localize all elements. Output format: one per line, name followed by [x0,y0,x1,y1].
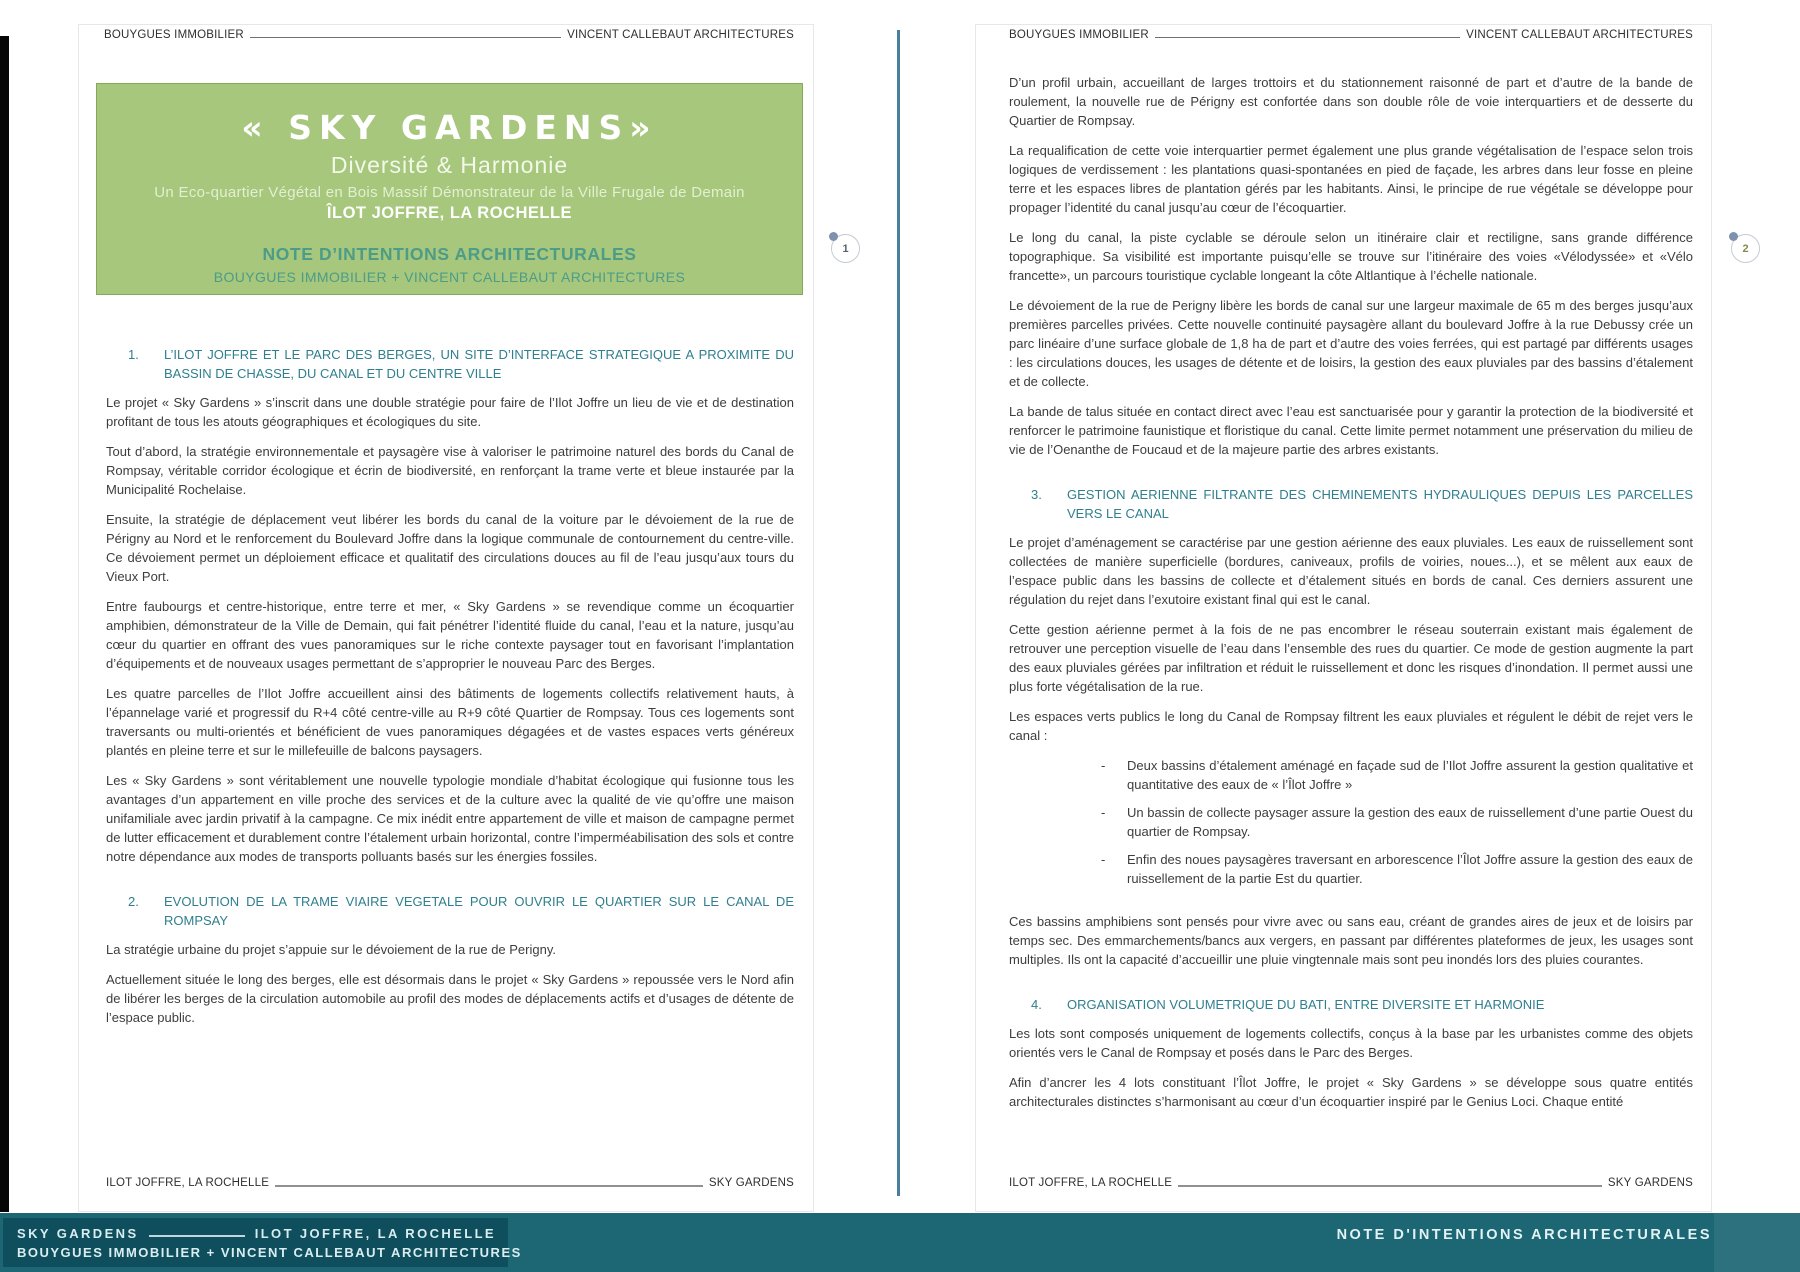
paragraph: La stratégie urbaine du projet s’appuie sur le dévoiement de la rue de Perigny. [106,942,556,957]
paragraph: Le projet d’aménagement se caractérise par une gestion aérienne des eaux pluviales. Les eaux de ruissellement sont collectées de manière superficielle (bordures, caniveaux, profils de voiries, noues...), et se mêlent aux eaux de l’espace public dans les bassins de collecte et d’étalement situés en bords de canal. Ces derniers assurent une régulation du rejet dans l’exutoire existant final qui est le canal. [1009,535,1693,607]
page-2-content [1009,73,1693,1122]
header-rule [250,37,561,38]
bottom-bar-line1 [17,1226,496,1241]
bottom-bar-accent-strip [1714,1213,1800,1272]
page-1-content [106,345,794,1038]
cover-block [96,83,803,295]
page-1-annotation-badge[interactable] [831,234,860,263]
bullet-item [1009,850,1693,888]
page-2 [975,24,1712,1212]
section-1-heading [106,345,794,383]
paragraph: La requalification de cette voie interquartier permet également une plus grande végétalisation de l’espace selon trois logiques de verdissement : les plantations quasi-spontanées en pied de façade, les arbres dans leur fosse en pleine terre et les espaces libres de plantation gérés par les habitants. Ainsi, le principe de rue végétale se développe pour propager l’identité du canal jusqu’au cœur de l’écoquartier. [1009,143,1693,215]
bullet-item [1009,756,1693,794]
footer-rule [275,1185,703,1187]
section-4-heading [1009,995,1693,1014]
section-number: 1. [128,347,139,362]
bullet-text: Un bassin de collecte paysager assure la gestion des eaux de ruissellement d’une partie Ouest du quartier de Rompsay. [1127,805,1693,839]
header-left-text: BOUYGUES IMMOBILIER [104,29,244,41]
paragraph: Ces bassins amphibiens sont pensés pour vivre avec ou sans eau, créant de grandes aires de jeux et de loisirs par temps sec. Des emmarchements/bancs aux vergers, en passant par différentes plateformes de jeux, les usages sont multiples. Ils ont la capacité d’accueillir une pluie vingtennale mais sont peu inondés lors des pluies courantes. [1009,914,1693,967]
page-2-header [1009,29,1693,41]
section-number: 2. [128,894,139,909]
header-rule [1155,37,1460,38]
bottom-bar-title-box [3,1218,522,1267]
header-right-text: VINCENT CALLEBAUT ARCHITECTURES [567,29,794,41]
footer-rule [1178,1185,1602,1187]
paragraph: D’un profil urbain, accueillant de larges trottoirs et du stationnement raisonné de part et d’autre de la bande de roulement, la nouvelle rue de Périgny est confortée dans son double rôle de voie interquartiers et de desserte du Quartier de Rompsay. [1009,75,1693,128]
bar-rule [149,1235,245,1237]
cover-location: ÎLOT JOFFRE, LA ROCHELLE [326,204,573,222]
bar-doc-title: NOTE D'INTENTIONS ARCHITECTURALES [1336,1227,1712,1243]
page-1 [78,24,814,1212]
section-title: ORGANISATION VOLUMETRIQUE DU BATI, ENTRE DIVERSITE ET HARMONIE [1067,997,1545,1012]
header-left-text: BOUYGUES IMMOBILIER [1009,29,1149,41]
paragraph: Ensuite, la stratégie de déplacement veut libérer les bords du canal de la voiture par le dévoiement de la rue de Périgny au Nord et le renforcement du Boulevard Joffre dans la logique communale de contournement du centre-ville. Ce dévoiement permet un déploiement efficace et qualitatif des circulations douces au fil de l’eau jusqu’aux tours du Vieux Port. [106,512,794,584]
paragraph: Afin d’ancrer les 4 lots constituant l’Îlot Joffre, le projet « Sky Gardens » se développe sous quatre entités architecturales distinctes s’harmonisant au cœur d’un écoquartier inspiré par le Genius Loci. Chaque entité [1009,1075,1693,1109]
cover-doc-title: NOTE D’INTENTIONS ARCHITECTURALES [262,244,637,264]
bar-authors: BOUYGUES IMMOBILIER + VINCENT CALLEBAUT ARCHITECTURES [17,1245,522,1260]
section-3-heading [1009,485,1693,523]
paragraph: La bande de talus située en contact direct avec l’eau est sanctuarisée pour y garantir la protection de la biodiversité et renforcer le patrimoine faunistique et floristique du canal. Cette limite permet notamment une préservation du milieu de vie de l’Oenanthe de Foucaud et de la majeure partie des arbres existants. [1009,404,1693,457]
header-right-text: VINCENT CALLEBAUT ARCHITECTURES [1466,29,1693,41]
page-2-footer [1009,1177,1693,1189]
cover-title: « SKY GARDENS» [241,108,658,147]
paragraph: Le dévoiement de la rue de Perigny libère les bords de canal sur une largeur maximale de 65 m des berges jusqu’aux premières parcelles privées. Cette nouvelle continuité paysagère allant du boulevard Joffre à la rue Debussy crée un parc linéaire d’une surface globale de 1,8 ha de part et d’autre des voies ferrées, qui est partagé par différents usages : les circulations douces, les usages de détente et de loisirs, la gestion des eaux pluviales par des bassins d’étalement et de collecte. [1009,298,1693,389]
page-1-badge-number: 1 [842,242,849,255]
bullet-dash: - [1101,758,1106,773]
bottom-brand-bar [0,1213,1800,1272]
paragraph: Tout d’abord, la stratégie environnementale et paysagère vise à valoriser le patrimoine naturel des bords du Canal de Rompsay, véritable corridor écologique et écrin de biodiversité, en renforçant la trame verte et bleue instaurée par la Municipalité Rochelaise. [106,444,794,497]
paragraph: Les lots sont composés uniquement de logements collectifs, conçus à la base par les urbanistes comme des objets orientés vers le Canal de Rompsay et posés dans le Parc des Berges. [1009,1026,1693,1060]
page-1-header [104,29,794,41]
annotation-dot-icon [1729,232,1738,241]
footer-right-text: SKY GARDENS [708,1177,794,1189]
section-title: EVOLUTION DE LA TRAME VIAIRE VEGETALE POUR OUVRIR LE QUARTIER SUR LE CANAL DE ROMPSAY [164,894,794,928]
bullet-dash: - [1101,805,1106,820]
annotation-dot-icon [829,232,838,241]
bar-project-location: ILOT JOFFRE, LA ROCHELLE [254,1226,496,1241]
section-title: L’ILOT JOFFRE ET LE PARC DES BERGES, UN SITE D’INTERFACE STRATEGIQUE A PROXIMITE DU BASSIN DE CHASSE, DU CANAL ET DU CENTRE VILLE [164,347,794,381]
paragraph: Les quatre parcelles de l’Ilot Joffre accueillent ainsi des bâtiments de logements collectifs relativement hauts, à l’épannelage varié et progressif du R+4 côté centre-ville au R+9 côté Quartier de Rompsay. Tous ces logements sont traversants ou multi-orientés et bénéficient de vues panoramiques dégagées et de vastes espaces verts généreux plantés en pleine terre et sur le millefeuille de balcons paysagers. [106,686,794,758]
paragraph: Les espaces verts publics le long du Canal de Rompsay filtrent les eaux pluviales et régulent le débit de rejet vers le canal : [1009,709,1693,743]
paragraph: Le long du canal, la piste cyclable se déroule selon un itinéraire clair et rectiligne, sans grande différence topographique. Sa visibilité est importante puisqu’elle se trouve sur l’itinéraire des voies «Vélodyssée» et «Vélo francette», un parcours touristique cyclable longeant la côte Altlantique à l’échelle nationale. [1009,230,1693,283]
cover-authors: BOUYGUES IMMOBILIER + VINCENT CALLEBAUT ARCHITECTURES [213,269,686,285]
left-edge-strip [0,36,9,1212]
page-2-badge-number: 2 [1742,242,1749,255]
bullet-text: Deux bassins d’étalement aménagé en façade sud de l’Ilot Joffre assurent la gestion qualitative et quantitative des eaux de « l’Îlot Joffre » [1127,758,1693,792]
bullet-item [1009,803,1693,841]
bullet-text: Enfin des noues paysagères traversant en arborescence l’Îlot Joffre assure la gestion des eaux de ruissellement de la partie Est du quartier. [1127,852,1693,886]
section-2-heading [106,892,794,930]
footer-right-text: SKY GARDENS [1607,1177,1693,1189]
footer-left-text: ILOT JOFFRE, LA ROCHELLE [1009,1177,1173,1189]
paragraph: Cette gestion aérienne permet à la fois de ne pas encombrer le réseau souterrain existant mais également de retrouver une perception visuelle de l’eau dans l’ensemble des rues du quartier. Ce mode de gestion augmente la part des eaux pluviales gérées par infiltration et réduit le ruissellement et donc les risques d’inondation. Il permet aussi une plus forte végétalisation de la rue. [1009,622,1693,694]
paragraph: Le projet « Sky Gardens » s’inscrit dans une double stratégie pour faire de l’Ilot Joffre un lieu de vie et de destination profitant de tous les atouts géographiques et écologiques du site. [106,395,794,429]
section-number: 4. [1031,997,1042,1012]
footer-left-text: ILOT JOFFRE, LA ROCHELLE [106,1177,270,1189]
section-number: 3. [1031,487,1042,502]
cover-tagline: Un Eco-quartier Végétal en Bois Massif Démonstrateur de la Ville Frugale de Demain [154,184,745,201]
page-2-annotation-badge[interactable] [1731,234,1760,263]
paragraph: Actuellement située le long des berges, elle est désormais dans le projet « Sky Gardens » repoussée vers le Nord afin de libérer les berges de la circulation automobile au profil des modes de déplacements actifs et d’usages de détente de l’espace public. [106,972,794,1025]
cover-subtitle: Diversité & Harmonie [330,152,569,178]
paragraph: Entre faubourgs et centre-historique, entre terre et mer, « Sky Gardens » se revendique comme un écoquartier amphibien, démonstrateur de la Ville de Demain, qui fait pénétrer l’identité fluide du canal, l’eau et la nature, jusqu’au cœur du quartier en offrant des vues panoramiques sur le riche contexte paysager tout en favorisant l’implantation d’équipements et de nouveaux usages permettant de s’approprier le nouveau Parc des Berges. [106,599,794,671]
page-divider-line [897,30,900,1196]
paragraph: Les « Sky Gardens » sont véritablement une nouvelle typologie mondiale d’habitat écologique qui fusionne tous les avantages d’un appartement en ville proche des services et de la culture avec la qualité de vie qu’offre une maison unifamiliale avec jardin privatif à la campagne. Ce mix inédit entre appartement de ville et maison de campagne permet de lutter efficacement et durablement contre l’étalement urbain horizontal, contre l’imperméabilisation des sols et contre notre dépendance aux modes de transports polluants basés sur les énergies fossiles. [106,773,794,864]
bullet-dash: - [1101,852,1106,867]
section-title: GESTION AERIENNE FILTRANTE DES CHEMINEMENTS HYDRAULIQUES DEPUIS LES PARCELLES VERS LE CANAL [1067,487,1693,521]
page-1-footer [106,1177,794,1189]
bar-project-name: SKY GARDENS [17,1226,139,1241]
